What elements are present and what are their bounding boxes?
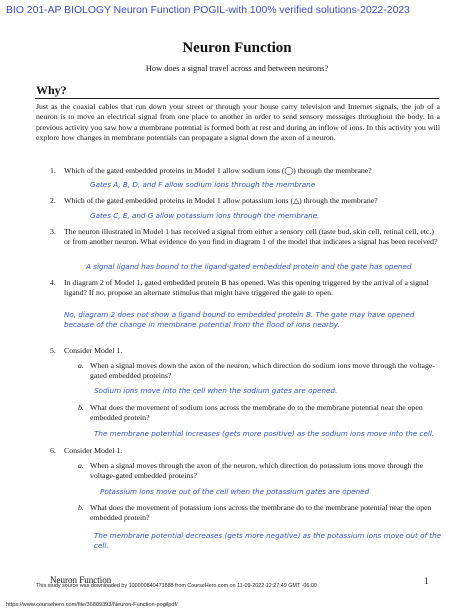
question-number: 6. (50, 446, 56, 455)
section-divider (35, 98, 439, 99)
question-number: 2. (50, 196, 56, 205)
question-text: Consider Model 1. (64, 346, 123, 355)
answer-6b: The membrane potential decreases (gets more negative) as the potassium ions move out of the cell. (94, 531, 442, 550)
question-6 (50, 446, 440, 456)
question-5a (78, 361, 440, 382)
subquestion-letter: a. (78, 461, 84, 470)
answer-4: No, diagram 2 does not show a ligand bound to embedded protein B. The gate may have opened because of the change in membrane potential from the flood of ions nearby. (64, 310, 415, 329)
answer-5b: The membrane potential increases (gets more positive) as the sodium ions move into the cell. (94, 429, 435, 438)
page-subtitle: How does a signal travel across and between neurons? (145, 64, 329, 73)
subquestion-letter: a. (78, 361, 84, 370)
question-number: 3. (50, 227, 56, 236)
question-number: 1. (50, 166, 56, 175)
question-5 (50, 346, 440, 356)
subquestion-letter: b. (78, 403, 84, 412)
page-number: 1 (424, 576, 429, 586)
answer-6a: Potassium ions move out of the cell when the potassium gates are opened (100, 487, 370, 496)
question-4 (50, 278, 440, 299)
question-1 (50, 166, 440, 176)
question-number: 4. (50, 278, 56, 287)
subquestion-text: What does the movement of potassium ions across the membrane do to the membrane potential near the open embedded protein? (90, 503, 432, 523)
question-5b (78, 403, 440, 424)
subquestion-text: When a signal moves through the axon of the neuron, which direction do potassium ions move through the voltage-gated embedded proteins? (90, 461, 424, 481)
question-6a (78, 461, 440, 482)
answer-5a: Sodium ions move into the cell when the sodium gates are opened. (94, 386, 338, 395)
question-text: Which of the gated embedded proteins in Model 1 allow sodium ions (◯) through the membrane? (64, 166, 372, 175)
question-text: The neuron illustrated in Model 1 has received a signal from either a sensory cell (taste bud, skin cell, retinal cell, etc.) or from another neuron. What evidence do you find in diagram 1 of the model that indicates a signal has been received? (64, 227, 438, 247)
question-text: Which of the gated embedded proteins in Model 1 allow potassium ions (△) through the membrane? (64, 196, 378, 205)
page-title: Neuron Function (182, 40, 292, 56)
intro-paragraph: Just as the coaxial cables that run down your street or through your house carry television and Internet signals, the job of a neuron is to move an electrical signal from one place to another in order to send sensory messages throughout the body. In a previous activity you saw how a membrane potential is formed both at rest and during an inflow of ions. In this activity you will explore how changes in membrane potentials can propagate a signal down the axon of a neuron. (36, 102, 440, 142)
section-heading: Why? (36, 83, 67, 97)
source-url[interactable]: https://www.coursehero.com/file/36809393/Neuron-Function-pogilpdf/ (6, 602, 178, 608)
question-text: In diagram 2 of Model 1, gated embedded protein B has opened. Was this opening triggered by the arrival of a signal ligand? If no, propose an alternate stimulus that might have triggered the gate to open. (64, 278, 429, 298)
answer-1: Gates A, B, D, and F allow sodium ions through the membrane (90, 180, 316, 189)
question-text: Consider Model 1. (64, 446, 123, 455)
subquestion-letter: b. (78, 503, 84, 512)
question-number: 5. (50, 346, 56, 355)
download-notice: This study source was downloaded by 100000840471888 from CourseHero.com on 11-09-2022 12:27:49 GMT -06:00 (36, 583, 317, 589)
subquestion-text: When a signal moves down the axon of the neuron, which direction do sodium ions move through the voltage-gated embedded proteins? (90, 361, 435, 381)
question-6b (78, 503, 440, 524)
document-banner: BIO 201-AP BIOLOGY Neuron Function POGIL-with 100% verified solutions-2022-2023 (6, 5, 410, 16)
answer-2: Gates C, E, and G allow potassium ions through the membrane. (90, 211, 320, 220)
answer-3: A signal ligand has bound to the ligand-gated embedded protein and the gate has opened (86, 262, 412, 271)
question-2 (50, 196, 440, 206)
footer-title: Neuron Function (50, 575, 112, 585)
subquestion-text: What does the movement of sodium ions across the membrane do to the membrane potential near the open embedded protein? (90, 403, 423, 423)
question-3 (50, 227, 440, 248)
